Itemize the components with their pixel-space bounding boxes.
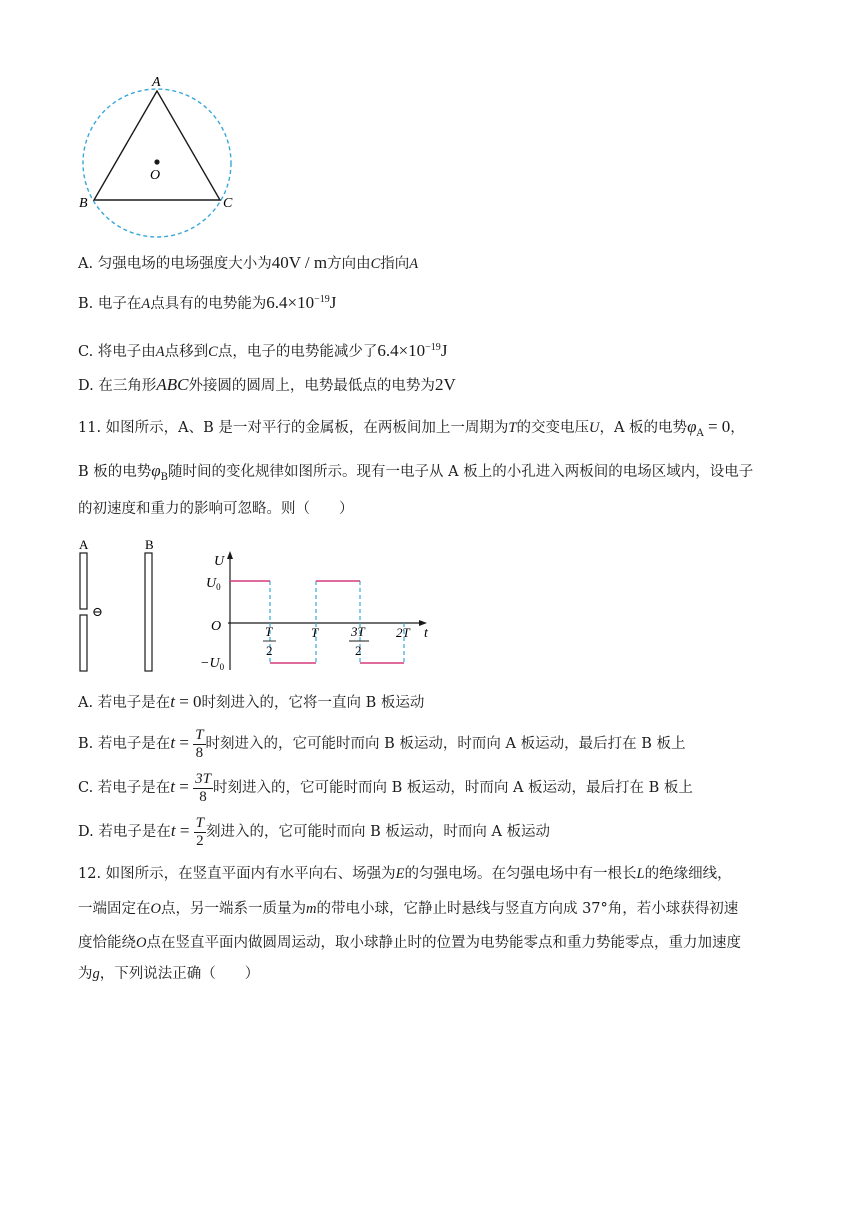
fraction-t-8: $\frac{T}{8}$ xyxy=(195,726,204,761)
neg-u0-label: $-U_0$ xyxy=(200,656,225,672)
q12-stem-line2: 一端固定在O点，另一端系一质量为m的带电小球，它静止时悬线与竖直方向成 37°角，若小球获得初速 xyxy=(78,901,739,917)
q11-option-b: B. 若电子是在t = $\frac{T}{8}$ 时刻进入的，它可能时而向 B 板运动，时而向 A 板运动，最后打在 B 板上 xyxy=(78,726,686,761)
q12-stem-line1: 12. 如图所示，在竖直平面内有水平向右、场强为E的匀强电场。在匀强电场中有一根长L的绝缘细线， xyxy=(78,866,732,882)
tick-t2-den: 2 xyxy=(266,643,273,658)
tick-2t: 2T xyxy=(396,625,410,640)
axis-t-label: t xyxy=(424,626,428,641)
label-o: O xyxy=(150,168,161,183)
q11-stem-line3: 的初速度和重力的影响可忽略。则（ ） xyxy=(78,501,354,517)
tick-3t2-den: 2 xyxy=(355,643,362,658)
q11-stem-line2: B 板的电势$\varphi_B$随时间的变化规律如图所示。现有一电子从 A 板上的小孔进入两板间的电场区域内，设电子 xyxy=(78,461,754,483)
q11-stem-line1: 11. 如图所示，A、B 是一对平行的金属板，在两板间加上一周期为T的交变电压U，A 板的电势$\varphi_A = 0$， xyxy=(78,417,745,439)
fraction-3t-8: $\frac{3T}{8}$ xyxy=(195,770,211,805)
label-b: B xyxy=(79,196,88,211)
plates-waveform-figure xyxy=(70,535,450,680)
q10-option-b: B. 电子在A点具有的电势能为$6.4\times 10^{-19}J$ xyxy=(78,292,337,312)
axis-u-label: U xyxy=(214,554,225,569)
plate-a-label: A xyxy=(79,537,89,552)
q11-option-d: D. 若电子是在t = $\frac{T}{2}$ 刻进入的，它可能时而向 B 板运动，时而向 A 板运动 xyxy=(78,814,551,849)
label-a: A xyxy=(152,75,161,90)
q10-option-c: C. 将电子由A点移到C点，电子的电势能减少了$6.4\times 10^{-19}J$ xyxy=(78,340,448,360)
q11-option-a: A. 若电子是在t = 0时刻进入的，它将一直向 B 板运动 xyxy=(78,692,425,711)
plate-a-upper xyxy=(80,553,87,609)
label-c: C xyxy=(223,196,233,211)
tick-t2-num: T xyxy=(265,624,273,639)
plate-b-label: B xyxy=(145,537,154,552)
electron-icon: ⊖ xyxy=(92,604,103,619)
plate-a-lower xyxy=(80,615,87,671)
q12-stem-line3: 度恰能绕O点在竖直平面内做圆周运动，取小球静止时的位置为电势能零点和重力势能零点，重力加速度 xyxy=(78,935,741,951)
origin-label: O xyxy=(211,619,222,634)
q11-option-c: C. 若电子是在t = $\frac{3T}{8}$ 时刻进入的，它可能时而向 B 板运动，时而向 A 板运动，最后打在 B 板上 xyxy=(78,770,693,805)
center-point xyxy=(154,159,159,164)
tick-t: T xyxy=(311,625,319,640)
tick-3t2-num: 3T xyxy=(351,624,365,639)
u0-label: $U_0$ xyxy=(206,576,221,592)
q10-option-d: D. 在三角形ABC外接圆的圆周上，电势最低点的电势为2V xyxy=(78,375,456,394)
q12-stem-line4: 为g，下列说法正确（ ） xyxy=(78,966,260,982)
fraction-t-2: $\frac{T}{2}$ xyxy=(195,814,204,849)
plate-b xyxy=(145,553,152,671)
u-axis-arrow xyxy=(227,551,233,559)
triangle-abc xyxy=(94,91,220,200)
q10-option-a: A. 匀强电场的电场强度大小为40V / m方向由C指向A xyxy=(78,253,419,272)
triangle-circle-figure xyxy=(74,70,244,245)
